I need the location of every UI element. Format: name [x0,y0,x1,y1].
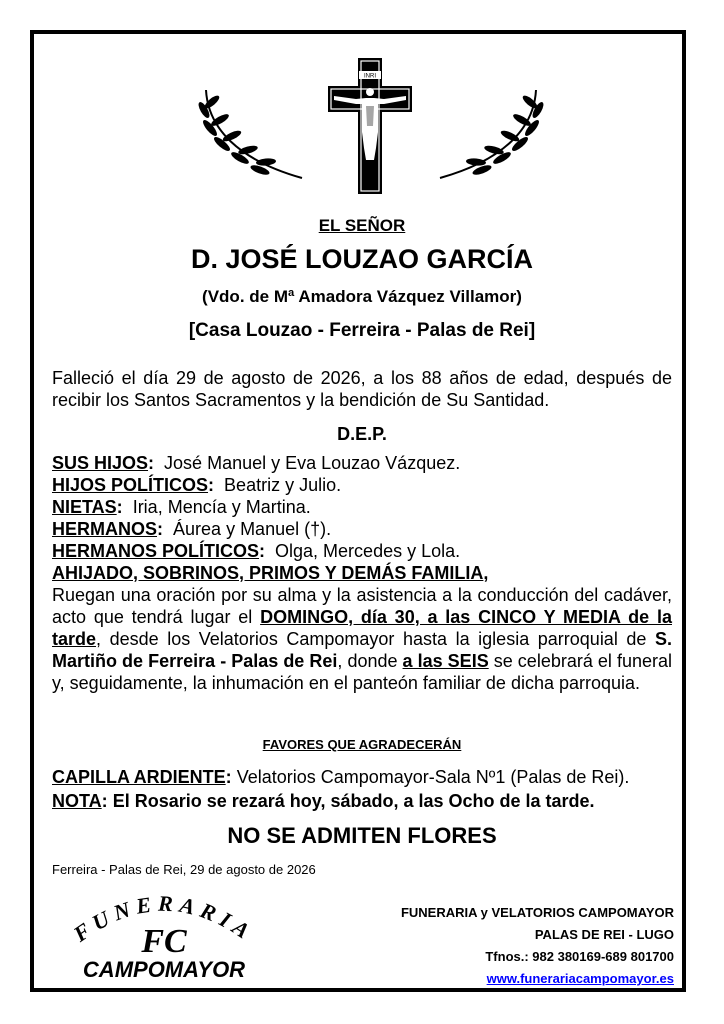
favores-label: FAVORES QUE AGRADECERÁN [262,737,462,752]
family-row: HIJOS POLÍTICOS: Beatriz y Julio. [52,475,342,495]
family-row: HERMANOS POLÍTICOS: Olga, Mercedes y Lola. [52,541,461,561]
logo-arc-text: FUNERARIA [68,890,260,947]
laurel-left-icon [198,88,308,182]
family-row: SUS HIJOS: José Manuel y Eva Louzao Vázquez. [52,453,461,473]
family-row: HERMANOS: Áurea y Manuel (†). [52,519,332,539]
place-date: Ferreira - Palas de Rei, 29 de agosto de 2026 [52,862,316,877]
logo-name: CAMPOMAYOR [82,957,246,980]
title-label: EL SEÑOR [318,216,406,235]
chapel-line: CAPILLA ARDIENTE: Velatorios Campomayor-Sala Nº1 (Palas de Rei). [52,767,630,787]
death-notice: Falleció el día 29 de agosto de 2026, a los 88 años de edad, después de recibir los Santos Sacramentos y la bendición de Su Santidad. [52,368,672,410]
footer-location: PALAS DE REI - LUGO [534,927,674,942]
extended-family: AHIJADO, SOBRINOS, PRIMOS Y DEMÁS FAMILIA, [52,563,489,583]
footer-phones: Tfnos.: 982 380169-689 801700 [485,949,674,964]
dep-label: D.E.P. [337,424,387,444]
logo-monogram: FC [141,923,187,960]
funeraria-logo [54,888,274,980]
footer-block [401,902,674,990]
crucifix-icon [326,56,414,196]
funeral-request: Ruegan una oración por su alma y la asistencia a la conducción del cadáver, acto que tendrá lugar el DOMINGO, día 30, a las CINCO Y MEDIA de la tarde, desde los Velatorios Campomayor hasta la iglesia parroquial de S. Martiño de Ferreira - Palas de Rei, donde a las SEIS se celebrará el funeral y, seguidamente, la inhumación en el panteón familiar de dicha parroquia. [52,585,672,693]
svg-text:INRI: INRI [364,73,376,80]
no-flowers-label: NO SE ADMITEN FLORES [227,823,497,848]
widow-line: (Vdo. de Mª Amadora Vázquez Villamor) [202,287,522,306]
deceased-name: D. JOSÉ LOUZAO GARCÍA [190,244,534,274]
footer-company: FUNERARIA y VELATORIOS CAMPOMAYOR [400,905,674,920]
family-row: NIETAS: Iria, Mencía y Martina. [52,497,311,517]
nota-line: NOTA: El Rosario se rezará hoy, sábado, a las Ocho de la tarde. [52,791,595,811]
house-line: [Casa Louzao - Ferreira - Palas de Rei] [188,320,536,341]
family-list [52,452,672,694]
laurel-right-icon [434,88,544,182]
footer-website-link[interactable]: www.funerariacampomayor.es [486,971,674,986]
